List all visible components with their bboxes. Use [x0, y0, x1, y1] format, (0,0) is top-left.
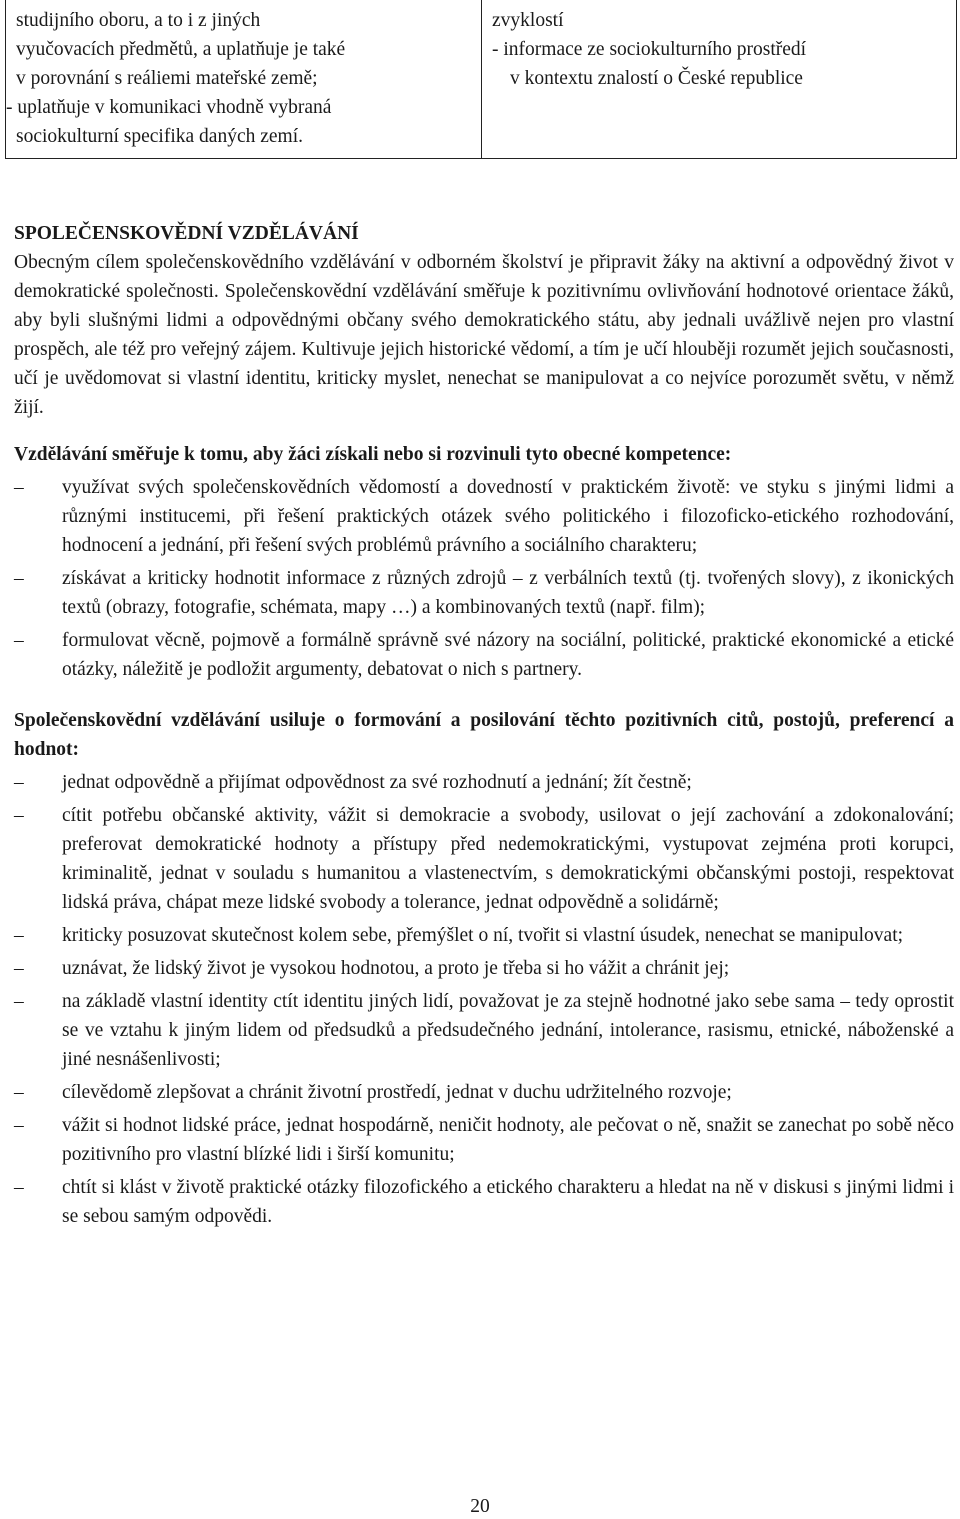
list-item: – chtít si klást v životě praktické otázky filozofického a etického charakteru a hledat na ně v diskusi s jinými lidmi i se sebou samým odpovědi. — [14, 1173, 954, 1231]
section-content — [14, 219, 954, 1231]
section-heading: SPOLEČENSKOVĚDNÍ VZDĚLÁVÁNÍ — [14, 223, 359, 244]
table-right-line: zvyklostí — [492, 10, 564, 31]
list-item: – uznávat, že lidský život je vysokou hodnotou, a proto je třeba si ho vážit a chránit jej; — [14, 954, 954, 983]
continuation-table — [5, 0, 957, 159]
table-right-line: v kontextu znalostí o České republice — [510, 68, 803, 89]
list-item: – na základě vlastní identity ctít identitu jiných lidí, považovat je za stejně hodnotné jako sebe sama – tedy oprostit se ve vztahu k jiným lidem od předsudků a předsudečného jednání, intolerance, rasismu, etnické, náboženské a jiné nesnášenlivosti; — [14, 987, 954, 1074]
table-cell-left — [6, 0, 482, 158]
list-item: – cítit potřebu občanské aktivity, vážit si demokracie a svobody, usilovat o její zachování a zdokonalování; preferovat demokratické hodnoty a přístupy před nedemokratickými, vystupovat zejména proti korupci, kriminalitě, jednat v souladu s humanitou a vlastenectvím, s demokratickými občanskými postoji, respektovat lidská práva, chápat meze lidské svobody a tolerance, jednat odpovědně a solidárně; — [14, 801, 954, 917]
table-left-line: studijního oboru, a to i z jiných — [16, 10, 261, 31]
table-cell-right — [482, 0, 956, 158]
dash-bullet: – — [14, 477, 24, 498]
intro-paragraph: Obecným cílem společenskovědního vzdělávání v odborném školství je připravit žáky na aktivní a odpovědný život v demokratické společnosti. Společenskovědní vzdělávání směřuje k pozitivnímu ovlivňování hodnotové orientace žáků, aby byli slušnými lidmi a odpovědnými občany svého demokratického státu, aby jednali uvážlivě nejen pro vlastní prospěch, ale též pro veřejný zájem. Kultivuje jejich historické vědomí, a tím je učí hlouběji rozumět jejich současnosti, učí je uvědomovat si vlastní identitu, kriticky myslet, nenechat se manipulovat a co nejvíce porozumět světu, v němž žijí. — [14, 252, 954, 418]
list-item: – jednat odpovědně a přijímat odpovědnost za své rozhodnutí a jednání; žít čestně; — [14, 768, 954, 797]
dash-bullet: – — [14, 1082, 24, 1103]
dash-bullet: – — [14, 1177, 24, 1198]
dash-bullet: – — [14, 1115, 24, 1136]
dash-bullet: – — [14, 958, 24, 979]
dash-bullet: – — [14, 991, 24, 1012]
table-left-line: sociokulturní specifika daných zemí. — [16, 126, 303, 147]
list-item: – kriticky posuzovat skutečnost kolem sebe, přemýšlet o ní, tvořit si vlastní úsudek, nenechat se manipulovat; — [14, 921, 954, 950]
table-left-line: vyučovacích předmětů, a uplatňuje je také — [16, 39, 346, 60]
list-item: – vážit si hodnot lidské práce, jednat hospodárně, neničit hodnoty, ale pečovat o ně, snažit se zanechat po sobě něco pozitivního pro vlastní blízké lidi i širší komunitu; — [14, 1111, 954, 1169]
page-number: 20 — [470, 1496, 490, 1517]
list-item: – získávat a kriticky hodnotit informace z různých zdrojů – z verbálních textů (tj. tvořených slovy), z ikonických textů (obrazy, fotografie, schémata, mapy …) a kombinovaných textů (např. film); — [14, 564, 954, 622]
list-item: – cílevědomě zlepšovat a chránit životní prostředí, jednat v duchu udržitelného rozvoje; — [14, 1078, 954, 1107]
values-list — [14, 768, 954, 1231]
dash-bullet: – — [14, 805, 24, 826]
list-item: – využívat svých společenskovědních vědomostí a dovedností v praktickém životě: ve styku s jinými lidmi a různými institucemi, při řešení praktických otázek svého politického i filozoficko-etického rozhodování, hodnocení a jednání, při řešení svých problémů právního a sociálního charakteru; — [14, 473, 954, 560]
competences-intro: Vzdělávání směřuje k tomu, aby žáci získali nebo si rozvinuli tyto obecné kompetence: — [14, 444, 732, 465]
table-left-line: - uplatňuje v komunikaci vhodně vybraná — [6, 97, 332, 118]
dash-bullet: – — [14, 772, 24, 793]
table-left-line: v porovnání s reáliemi mateřské země; — [16, 68, 318, 89]
dash-bullet: – — [14, 568, 24, 589]
dash-bullet: – — [14, 925, 24, 946]
table-right-line: - informace ze sociokulturního prostředí — [492, 39, 807, 60]
values-intro: Společenskovědní vzdělávání usiluje o formování a posilování těchto pozitivních citů, postojů, preferencí a hodnot: — [14, 710, 954, 760]
list-item: – formulovat věcně, pojmově a formálně správně své názory na sociální, politické, praktické ekonomické a etické otázky, náležitě je podložit argumenty, debatovat o nich s partnery. — [14, 626, 954, 684]
dash-bullet: – — [14, 630, 24, 651]
competences-list — [14, 473, 954, 684]
